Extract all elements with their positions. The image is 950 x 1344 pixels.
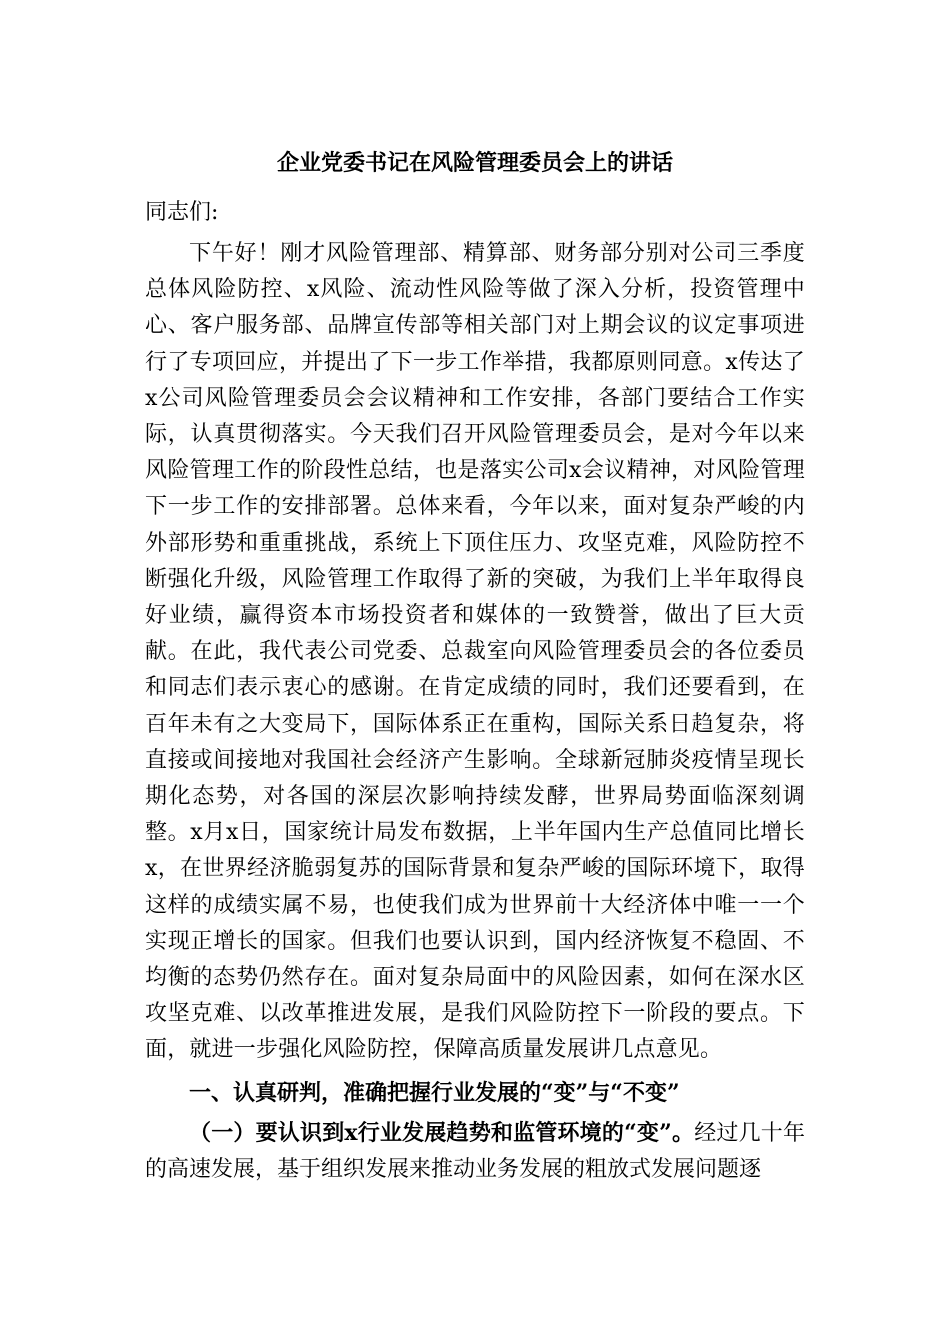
subsection-heading: （一）要认识到x行业发展趋势和监管环境的“变”。	[189, 1119, 695, 1146]
document-page	[145, 140, 805, 1188]
document-title: 企业党委书记在风险管理委员会上的讲话	[276, 150, 673, 176]
salutation: 同志们:	[145, 200, 219, 225]
body-paragraph-2-text: 经过几十年的高速发展，基于组织发展来推动业务发展的粗放式发展问题逐	[145, 1120, 805, 1182]
section-heading: 一、认真研判，准确把握行业发展的“变”与“不变”	[189, 1079, 680, 1106]
body-paragraph-2	[145, 1115, 805, 1188]
body-paragraph: 下午好！刚才风险管理部、精算部、财务部分别对公司三季度总体风险防控、x风险、流动性风险等做了深入分析，投资管理中心、客户服务部、品牌宣传部等相关部门对上期会议的议定事项进行了专项回应，并提出了下一步工作举措，我都原则同意。x传达了x公司风险管理委员会会议精神和工作安排，各部门要结合工作实际，认真贯彻落实。今天我们召开风险管理委员会，是对今年以来风险管理工作的阶段性总结，也是落实公司x会议精神，对风险管理下一步工作的安排部署。总体来看，今年以来，面对复杂严峻的内外部形势和重重挑战，系统上下顶住压力、攻坚克难，风险防控不断强化升级，风险管理工作取得了新的突破，为我们上半年取得良好业绩，赢得资本市场投资者和媒体的一致赞誉，做出了巨大贡献。在此，我代表公司党委、总裁室向风险管理委员会的各位委员和同志们表示衷心的感谢。在肯定成绩的同时，我们还要看到，在百年未有之大变局下，国际体系正在重构，国际关系日趋复杂，将直接或间接地对我国社会经济产生影响。全球新冠肺炎疫情呈现长期化态势，对各国的深层次影响持续发酵，世界局势面临深刻调整。x月x日，国家统计局发布数据，上半年国内生产总值同比增长x，在世界经济脆弱复苏的国际背景和复杂严峻的国际环境下，取得这样的成绩实属不易，也使我们成为世界前十大经济体中唯一一个实现正增长的国家。但我们也要认识到，国内经济恢复不稳固、不均衡的态势仍然存在。面对复杂局面中的风险因素，如何在深水区攻坚克难、以改革推进发展，是我们风险防控下一阶段的要点。下面，就进一步强化风险防控，保障高质量发展讲几点意见。	[145, 241, 805, 1063]
